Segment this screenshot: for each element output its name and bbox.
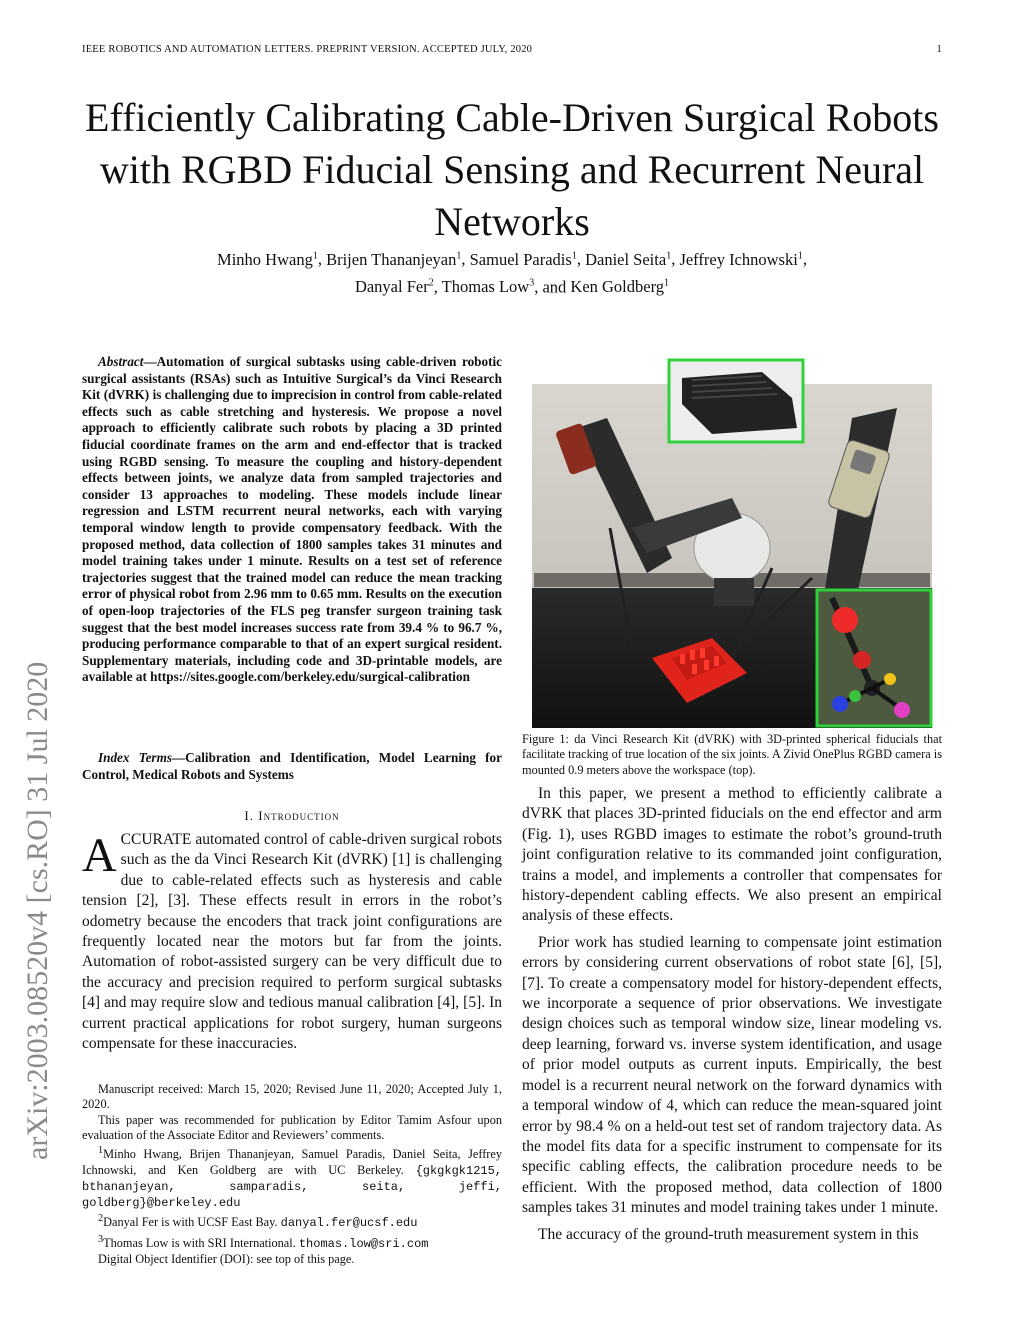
fiducial-sphere-red (832, 607, 858, 633)
arxiv-stamp: arXiv:2003.08520v4 [cs.RO] 31 Jul 2020 (21, 661, 54, 1160)
footnote-1: $^1$Minho Hwang, Brijen Thananjeyan, Samuel Paradis, Daniel Seita, Jeffrey Ichnowski, and Ken Goldberg are with UC Berkeley. {gkgkgk1215, bthananjeyan, samparadis, seita, jeffi, goldberg}@berkeley.edu (82, 1145, 502, 1211)
abstract: Abstract—Automation of surgical subtasks using cable-driven robotic surgical assistants (RSAs) such as Intuitive Surgical’s da Vinci Research Kit (dVRK) is challenging due to imprecision in control from cable-related effects such as cable stretching and hysteresis. We propose a novel approach to efficiently calibrate such robots by placing a 3D printed fiducial coordinate frames on the arm and end-effector that is tracked using RGBD sensing. To measure the coupling and history-dependent effects between joints, we analyze data from sampled trajectories and consider 13 approaches to modeling. These models include linear regression and LSTM recurrent neural networks, each with varying temporal window length to provide compensatory feedback. With the proposed method, data collection of 1800 samples takes 31 minutes and model training takes under 1 minute. Results on a test set of reference trajectories suggest that the trained model can reduce the mean tracking error of physical robot from 2.96 mm to 0.65 mm. Results on the execution of open-loop trajectories of the FLS peg transfer surgeon training task suggest that the best model increases success rate from 39.4 % to 96.7 %, producing performance comparable to that of an expert surgical resident. Supplementary materials, including code and 3D-printable models, are available at https://sites.google.com/berkeley.edu/surgical-calibration (82, 354, 502, 685)
abstract-label: Abstract (98, 354, 144, 369)
drop-cap: A (82, 829, 117, 882)
journal-line: IEEE ROBOTICS AND AUTOMATION LETTERS. PREPRINT VERSION. ACCEPTED JULY, 2020 (82, 44, 533, 55)
author: Daniel Seita$^1$ (585, 249, 672, 269)
figure-caption: Figure 1: da Vinci Research Kit (dVRK) with 3D-printed spherical fiducials that facilitate tracking of true location of the six joints. A Zivid OnePlus RGBD camera is mounted 0.9 meters above the workspace (top). (522, 732, 942, 777)
paragraph: The accuracy of the ground-truth measurement system in this (538, 1225, 919, 1243)
abstract-text: Automation of surgical subtasks using cable-driven robotic surgical assistants (RSAs) such as Intuitive Surgical’s da Vinci Research Kit (dVRK) is challenging due to imprecision in control from cable-related effects such as cable stretching and hysteresis. We propose a novel approach to efficiently calibrate such robots by placing a 3D printed fiducial coordinate frames on the arm and end-effector that is tracked using RGBD sensing. To measure the coupling and history-dependent effects between joints, we analyze data from sampled trajectories and consider 13 approaches to modeling. These models include linear regression and LSTM recurrent neural networks, each with varying temporal window length to provide compensatory feedback. With the proposed method, data collection of 1800 samples takes 31 minutes and model training takes under 1 minute. Results on a test set of reference trajectories suggest that the trained model can reduce the mean tracking error of physical robot from 2.96 mm to 0.65 mm. Results on the execution of open-loop trajectories of the FLS peg transfer surgeon training task suggest that the best model increases success rate from 39.4 % to 96.7 %, producing performance comparable to that of an expert surgical resident. Supplementary materials, including code and 3D-printable models, are available at https://sites.google.com/berkeley.edu/surgical-calibration (82, 354, 502, 685)
page-number: 1 (936, 44, 942, 55)
author: Ken Goldberg$^1$ (570, 277, 670, 296)
index-terms-text: Calibration and Identification, Model Learning for Control, Medical Robots and Systems (82, 750, 502, 782)
section-heading: I. Introduction (244, 808, 340, 823)
paragraph: Prior work has studied learning to compensate joint estimation errors by considering current observations of robot state [6], [5], [7]. To create a compensatory model for history-dependent effects, we incorporate a sequence of prior observations. We investigate design choices such as temporal window size, linear modeling vs. deep learning, forward vs. inverse system identification, and usage of prior model outputs as current inputs. Empirically, the best model is a recurrent neural network on the forward dynamics with a temporal window of 4, which can reduce the mean-squared joint error by 98.4 % on a held-out test set of random trajectory data. As the model fits data for a specific instrument to compensate for its specific cabling effects, the calibration procedure needs to be efficient. With the proposed method, data collection of 1800 samples takes 31 minutes and model training takes under 1 minute. (522, 933, 942, 1217)
footnote-2: $^2$Danyal Fer is with UCSF East Bay. danyal.fer@ucsf.edu (98, 1213, 418, 1231)
footnote-editor: This paper was recommended for publication by Editor Tamim Asfour upon evaluation of the Associate Editor and Reviewers’ comments. (82, 1112, 502, 1142)
figure-1 (522, 358, 944, 730)
index-terms-label: Index Terms (98, 750, 172, 765)
paragraph: In this paper, we present a method to efficiently calibrate a dVRK that places 3D-printed fiducials on the end effector and arm (Fig. 1), uses RGBD images to estimate the robot’s ground-truth joint configuration relative to its commanded joint configuration, trains a model, and implements a controller that compensates for history-dependent cabling effects. We also present an empirical analysis of these effects. (522, 785, 942, 925)
running-header (82, 44, 942, 55)
fiducial-sphere-magenta (894, 702, 910, 718)
right-body-text (522, 784, 942, 1245)
fiducial-sphere-green (849, 690, 861, 702)
paper-title: Efficiently Calibrating Cable-Driven Surgical Robots with RGBD Fiducial Sensing and Recurrent Neural Networks (85, 95, 939, 244)
intro-paragraph: ACCURATE automated control of cable-driven surgical robots such as the da Vinci Research Kit (dVRK) [1] is challenging due to cable-related effects such as hysteresis and cable tension [2], [3]. These effects result in errors in the robot’s odometry because the encoders that track joint configurations are frequently located near the motors but far from the joints. Automation of robot-assisted surgery can be very difficult due to the accuracy and precision required to perform surgical subtasks [4] and may require slow and tedious manual calibration [4], [5]. In current practical applications for robot surgery, human surgeons compensate for these inaccuracies. (82, 829, 502, 1053)
author: Minho Hwang$^1$ (217, 249, 318, 269)
author: Thomas Low$^3$ (441, 277, 535, 296)
footnotes (82, 1082, 502, 1268)
index-terms: Index Terms—Calibration and Identification, Model Learning for Control, Medical Robots and Systems (82, 750, 502, 782)
fiducial-sphere-yellow (884, 673, 896, 685)
footnote-received: Manuscript received: March 15, 2020; Revised June 11, 2020; Accepted July 1, 2020. (82, 1082, 502, 1112)
author: Danyal Fer$^2$ (354, 277, 434, 296)
author-list: Minho Hwang$^1$, Brijen Thananjeyan$^1$, Samuel Paradis$^1$, Daniel Seita$^1$, Jeffrey Ichnowski$^1$, Danyal Fer$^2$, Thomas Low$^3$, and Ken Goldberg$^1$ (217, 249, 807, 296)
fiducial-sphere-blue (832, 696, 848, 712)
author: Jeffrey Ichnowski$^1$ (679, 249, 803, 269)
dvrk-photo (522, 358, 944, 730)
author: Brijen Thananjeyan$^1$ (326, 249, 462, 269)
footnote-doi: Digital Object Identifier (DOI): see top of this page. (98, 1252, 355, 1267)
author: Samuel Paradis$^1$ (469, 249, 577, 269)
footnote-3: $^3$Thomas Low is with SRI International. thomas.low@sri.com (98, 1233, 429, 1251)
